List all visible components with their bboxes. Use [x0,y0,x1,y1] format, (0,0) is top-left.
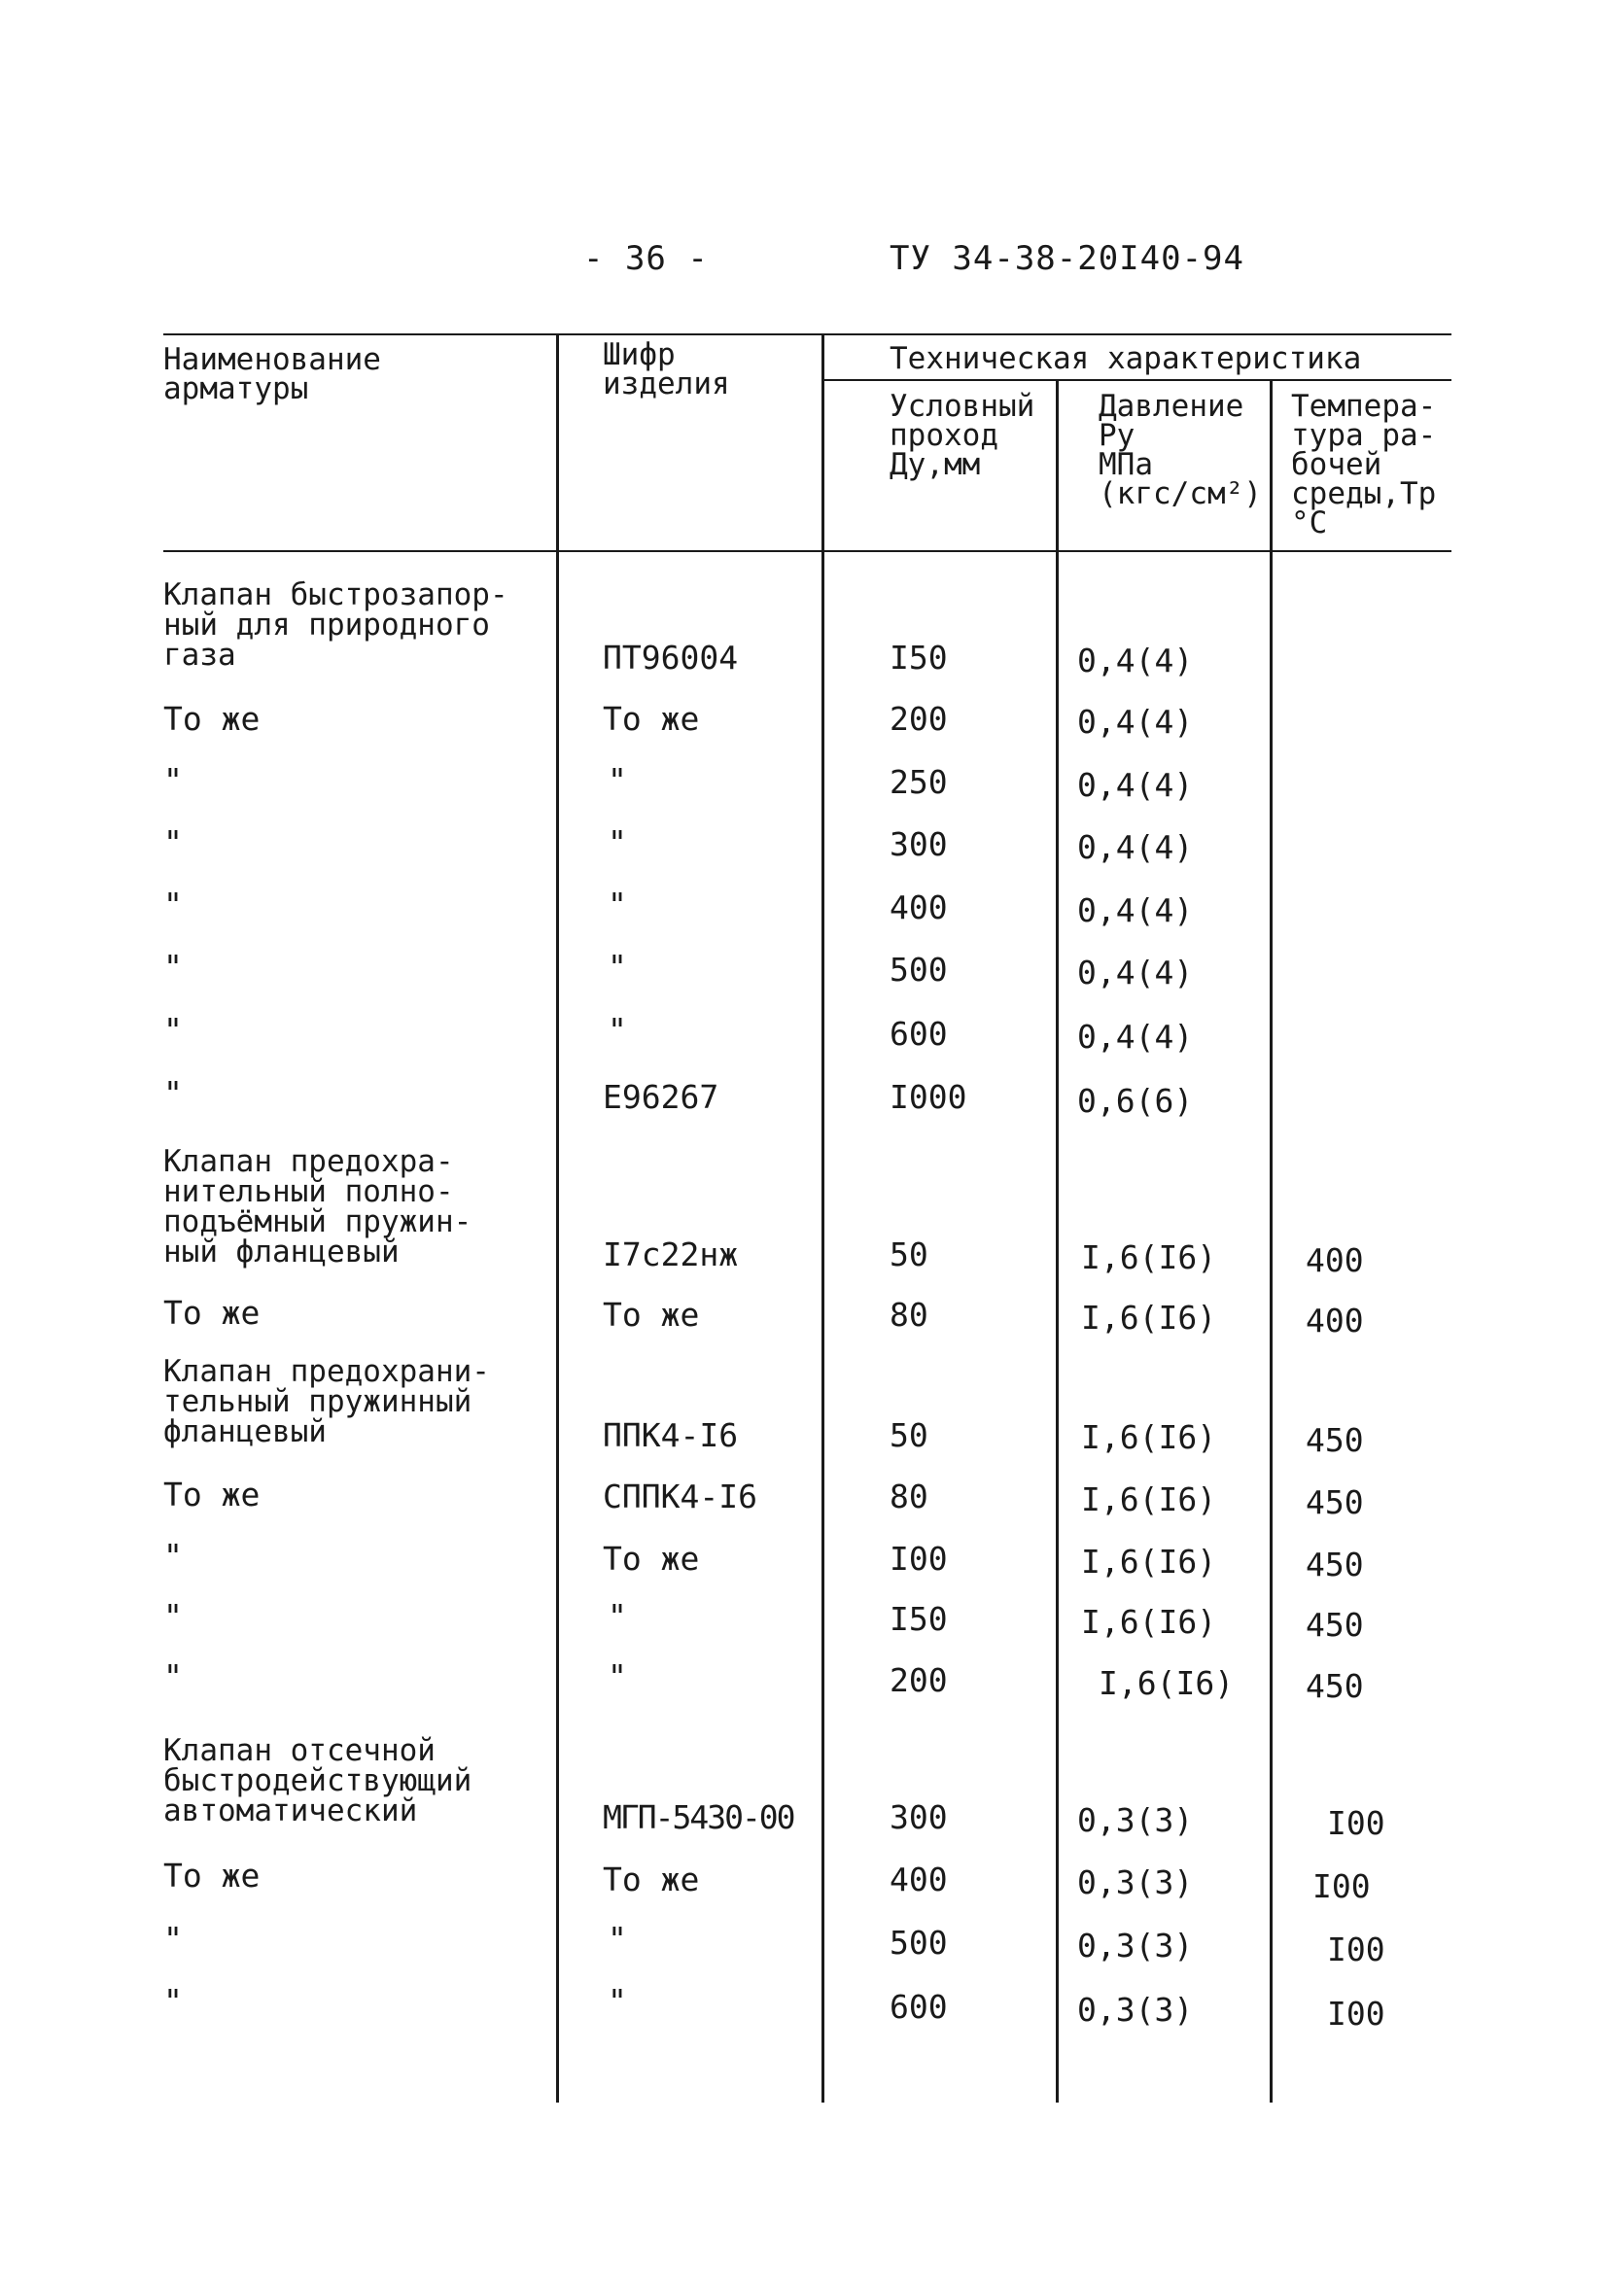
dn-cell: 500 [890,1924,948,1962]
code-cell: " [608,1011,627,1049]
pressure-cell: I,6(I6) [1081,1418,1217,1456]
pressure-cell: 0,4(4) [1077,642,1194,679]
dn-cell: 300 [890,825,948,863]
pressure-cell: 0,3(3) [1077,1991,1194,2029]
pressure-cell: 0,4(4) [1077,954,1194,991]
dn-cell: 600 [890,1015,948,1053]
group-header-rule [823,379,1451,381]
dn-cell: 600 [890,1988,948,2026]
temp-cell: 450 [1306,1421,1364,1459]
code-cell: То же [603,700,700,738]
item-name: Клапан предохрани- тельный пружинный фланцевый [163,1354,490,1449]
name-cell: " [163,1920,183,1958]
code-cell: То же [603,1861,700,1898]
temp-cell: 450 [1306,1483,1364,1521]
code-cell: " [608,761,627,799]
temp-cell: 450 [1306,1606,1364,1644]
name-cell: " [163,886,183,923]
dn-cell: 200 [890,1661,948,1699]
name-cell: " [163,1074,183,1112]
code-cell: " [608,948,627,986]
name-cell: " [163,948,183,986]
name-cell: " [163,1537,183,1575]
column-header-temp: Темпера- тура ра- бочей среды,Тр °С [1291,389,1437,540]
dn-cell: I00 [890,1540,948,1578]
temp-cell: 400 [1306,1302,1364,1339]
pressure-cell: I,6(I6) [1081,1543,1217,1581]
name-cell: То же [163,700,261,738]
temp-cell: I00 [1327,1931,1385,1968]
dn-cell: 80 [890,1478,928,1515]
column-group-header: Техническая характеристика [890,341,1362,376]
page-number: - 36 - [583,239,709,278]
dn-cell: 500 [890,951,948,989]
name-cell: То же [163,1857,261,1895]
item-name: Клапан предохра- нительный полно- подъёмный пружин- ный фланцевый [163,1144,472,1270]
name-cell: " [163,1982,183,2020]
code-cell: " [608,1597,627,1635]
pressure-cell: I,6(I6) [1081,1603,1217,1641]
table-top-rule [163,333,1451,335]
document-code: ТУ 34-38-20I40-94 [890,239,1244,278]
pressure-cell: I,6(I6) [1099,1664,1235,1702]
dn-cell: 400 [890,1861,948,1898]
dn-cell: 400 [890,888,948,926]
column-divider-2 [821,333,824,2103]
pressure-cell: 0,4(4) [1077,828,1194,866]
dn-cell: I50 [890,639,948,677]
item-name: Клапан отсечной быстродействующий автоматический [163,1733,472,1828]
column-header-pressure: Давление Ру МПа (кгс/см²) [1099,389,1262,511]
code-cell: " [608,1982,627,2020]
name-cell: " [163,1657,183,1695]
code-cell: МГП-5430-00 [603,1798,794,1836]
code-cell: СППК4-I6 [603,1478,757,1515]
temp-cell: 450 [1306,1546,1364,1583]
code-cell: I7с22нж [603,1235,739,1273]
pressure-cell: I,6(I6) [1081,1299,1217,1337]
code-cell: " [608,1920,627,1958]
pressure-cell: 0,4(4) [1077,1018,1194,1056]
item-name: Клапан быстрозапор- ный для природного газа [163,577,508,673]
code-cell: То же [603,1296,700,1334]
code-cell: Е96267 [603,1078,719,1116]
pressure-cell: 0,4(4) [1077,766,1194,804]
pressure-cell: 0,6(6) [1077,1082,1194,1120]
column-header-name: Наименование арматуры [163,342,381,406]
name-cell: " [163,1597,183,1635]
temp-cell: I00 [1312,1867,1371,1905]
dn-cell: 50 [890,1416,928,1454]
column-header-dn: Условный проход Ду,мм [890,389,1035,482]
name-cell: " [163,761,183,799]
name-cell: То же [163,1476,261,1513]
dn-cell: 250 [890,763,948,801]
code-cell: ППК4-I6 [603,1416,739,1454]
pressure-cell: I,6(I6) [1081,1238,1217,1276]
pressure-cell: 0,4(4) [1077,703,1194,741]
name-cell: " [163,823,183,861]
code-cell: " [608,886,627,923]
pressure-cell: 0,3(3) [1077,1927,1194,1965]
dn-cell: 300 [890,1798,948,1836]
code-cell: " [608,823,627,861]
temp-cell: 450 [1306,1667,1364,1705]
dn-cell: I000 [890,1078,967,1116]
pressure-cell: 0,4(4) [1077,891,1194,929]
pressure-cell: 0,3(3) [1077,1863,1194,1901]
header-bottom-rule [163,550,1451,552]
temp-cell: I00 [1327,1804,1385,1842]
pressure-cell: 0,3(3) [1077,1801,1194,1839]
column-divider-4 [1270,379,1273,2103]
code-cell: " [608,1657,627,1695]
code-cell: ПТ96004 [603,639,739,677]
code-cell: То же [603,1540,700,1578]
dn-cell: 200 [890,700,948,738]
dn-cell: 80 [890,1296,928,1334]
dn-cell: 50 [890,1235,928,1273]
column-divider-3 [1056,379,1059,2103]
dn-cell: I50 [890,1600,948,1638]
column-divider-1 [556,333,559,2103]
temp-cell: I00 [1327,1995,1385,2033]
temp-cell: 400 [1306,1241,1364,1279]
name-cell: То же [163,1294,261,1332]
pressure-cell: I,6(I6) [1081,1480,1217,1518]
column-header-code: Шифр изделия [603,337,730,401]
name-cell: " [163,1011,183,1049]
